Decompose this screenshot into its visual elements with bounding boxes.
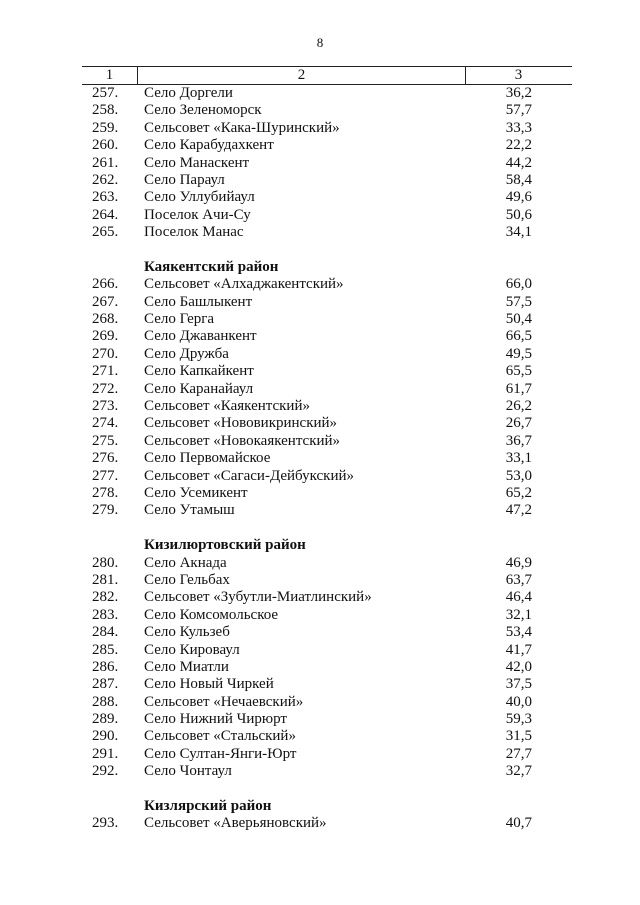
district-title: Кизлярский район	[144, 798, 272, 815]
table-row	[82, 555, 572, 572]
row-number: 263.	[92, 189, 119, 206]
settlement-value: 66,5	[505, 328, 532, 345]
row-number: 280.	[92, 554, 119, 571]
settlement-name: Село Миатли	[144, 658, 229, 675]
settlement-value: 33,3	[505, 119, 532, 136]
settlement-name: Село Кироваул	[144, 641, 240, 658]
table-row	[82, 224, 572, 241]
settlement-value: 63,7	[505, 571, 532, 588]
district-title: Кизилюртовский район	[144, 537, 306, 554]
row-number: 257.	[92, 85, 119, 101]
settlement-value: 32,1	[505, 606, 532, 623]
row-number: 259.	[92, 119, 119, 136]
settlement-name: Село Кульзеб	[144, 624, 230, 641]
settlement-name: Село Зеленоморск	[144, 102, 262, 119]
row-number: 281.	[92, 571, 119, 588]
settlement-name: Сельсовет «Кака-Шуринский»	[144, 119, 340, 136]
settlement-name: Сельсовет «Стальский»	[144, 728, 296, 745]
settlement-value: 65,5	[505, 363, 532, 380]
table-row	[82, 155, 572, 172]
settlement-name: Сельсовет «Нововикринский»	[144, 415, 338, 432]
row-number: 264.	[92, 206, 119, 223]
table-row	[82, 711, 572, 728]
district-title: Каякентский район	[144, 258, 279, 275]
settlement-value: 40,0	[505, 693, 532, 710]
settlement-value: 34,1	[505, 224, 532, 241]
table-row	[82, 624, 572, 641]
table-row	[82, 589, 572, 606]
settlements-table	[82, 66, 572, 833]
settlement-value: 49,6	[505, 189, 532, 206]
table-row	[82, 607, 572, 624]
row-number: 278.	[92, 484, 119, 501]
settlement-value: 66,0	[505, 276, 532, 293]
row-number: 274.	[92, 415, 119, 432]
row-number: 271.	[92, 363, 119, 380]
settlement-value: 57,7	[505, 102, 532, 119]
settlement-value: 59,3	[505, 711, 532, 728]
section-spacer	[82, 781, 572, 798]
settlement-name: Село Башлыкент	[144, 293, 253, 310]
settlement-value: 49,5	[505, 345, 532, 362]
row-number: 289.	[92, 711, 119, 728]
settlement-name: Село Доргели	[144, 85, 233, 101]
table-row	[82, 346, 572, 363]
row-number: 267.	[92, 293, 119, 310]
settlement-value: 27,7	[505, 745, 532, 762]
row-number: 268.	[92, 311, 119, 328]
settlement-value: 36,2	[505, 85, 532, 101]
header-col-2: 2	[137, 67, 466, 84]
row-number: 270.	[92, 345, 119, 362]
settlement-name: Сельсовет «Аверьяновский»	[144, 815, 327, 832]
row-number: 273.	[92, 398, 119, 415]
settlement-value: 42,0	[505, 658, 532, 675]
settlement-name: Село Первомайское	[144, 450, 271, 467]
settlement-name: Сельсовет «Зубутли-Миатлинский»	[144, 589, 372, 606]
row-number: 266.	[92, 276, 119, 293]
settlement-name: Село Герга	[144, 311, 215, 328]
section-spacer	[82, 520, 572, 537]
page-number: 8	[316, 35, 324, 50]
row-number: 272.	[92, 380, 119, 397]
district-heading	[82, 537, 572, 554]
table-row	[82, 450, 572, 467]
table-row	[82, 172, 572, 189]
row-number: 287.	[92, 676, 119, 693]
settlement-name: Село Комсомольское	[144, 606, 279, 623]
settlement-value: 50,6	[505, 206, 532, 223]
table-row	[82, 294, 572, 311]
settlement-name: Село Манаскент	[144, 154, 250, 171]
table-row	[82, 659, 572, 676]
settlement-value: 44,2	[505, 154, 532, 171]
settlement-value: 26,7	[505, 415, 532, 432]
table-row	[82, 120, 572, 137]
settlement-name: Сельсовет «Каякентский»	[144, 398, 310, 415]
table-row	[82, 398, 572, 415]
table-header	[82, 66, 572, 85]
row-number: 286.	[92, 658, 119, 675]
settlement-name: Село Дружба	[144, 345, 229, 362]
table-row	[82, 763, 572, 780]
row-number: 290.	[92, 728, 119, 745]
settlement-value: 26,2	[505, 398, 532, 415]
table-row	[82, 694, 572, 711]
settlement-value: 65,2	[505, 484, 532, 501]
table-row	[82, 85, 572, 102]
row-number: 282.	[92, 589, 119, 606]
row-number: 261.	[92, 154, 119, 171]
settlement-name: Сельсовет «Сагаси-Дейбукский»	[144, 467, 355, 484]
row-number: 275.	[92, 432, 119, 449]
settlement-name: Село Чонтаул	[144, 763, 232, 780]
row-number: 276.	[92, 450, 119, 467]
table-row	[82, 363, 572, 380]
settlement-name: Сельсовет «Новокаякентский»	[144, 432, 341, 449]
row-number: 292.	[92, 763, 119, 780]
settlement-name: Село Уллубийаул	[144, 189, 255, 206]
settlement-name: Село Новый Чиркей	[144, 676, 274, 693]
row-number: 288.	[92, 693, 119, 710]
settlement-value: 22,2	[505, 137, 532, 154]
settlement-value: 32,7	[505, 763, 532, 780]
settlement-name: Поселок Ачи-Су	[144, 206, 251, 223]
settlement-name: Сельсовет «Алхаджакентский»	[144, 276, 344, 293]
settlement-name: Село Джаванкент	[144, 328, 257, 345]
settlement-value: 53,4	[505, 624, 532, 641]
table-row	[82, 276, 572, 293]
table-row	[82, 311, 572, 328]
settlement-value: 53,0	[505, 467, 532, 484]
settlement-value: 41,7	[505, 641, 532, 658]
settlement-value: 37,5	[505, 676, 532, 693]
district-heading	[82, 259, 572, 276]
table-row	[82, 728, 572, 745]
table-row	[82, 676, 572, 693]
settlement-name: Село Акнада	[144, 554, 227, 571]
settlement-value: 31,5	[505, 728, 532, 745]
settlement-name: Село Каранайаул	[144, 380, 254, 397]
settlement-name: Поселок Манас	[144, 224, 244, 241]
table-row	[82, 415, 572, 432]
row-number: 277.	[92, 467, 119, 484]
row-number: 293.	[92, 815, 119, 832]
settlement-name: Село Капкайкент	[144, 363, 254, 380]
settlement-value: 47,2	[505, 502, 532, 519]
row-number: 283.	[92, 606, 119, 623]
table-row	[82, 746, 572, 763]
settlement-name: Село Параул	[144, 171, 225, 188]
settlement-name: Село Султан-Янги-Юрт	[144, 745, 297, 762]
settlement-value: 58,4	[505, 171, 532, 188]
header-col-1: 1	[105, 67, 114, 83]
row-number: 279.	[92, 502, 119, 519]
table-row	[82, 502, 572, 519]
table-row	[82, 485, 572, 502]
row-number: 260.	[92, 137, 119, 154]
settlement-value: 50,4	[505, 311, 532, 328]
settlement-name: Село Гельбах	[144, 571, 230, 588]
section-spacer	[82, 242, 572, 259]
settlement-name: Село Утамыш	[144, 502, 235, 519]
header-col-3: 3	[514, 67, 523, 83]
row-number: 284.	[92, 624, 119, 641]
table-body	[82, 85, 572, 833]
table-row	[82, 642, 572, 659]
table-row	[82, 137, 572, 154]
table-row	[82, 433, 572, 450]
row-number: 258.	[92, 102, 119, 119]
settlement-name: Сельсовет «Нечаевский»	[144, 693, 304, 710]
settlement-value: 46,4	[505, 589, 532, 606]
row-number: 269.	[92, 328, 119, 345]
settlement-value: 40,7	[505, 815, 532, 832]
settlement-value: 33,1	[505, 450, 532, 467]
settlement-value: 36,7	[505, 432, 532, 449]
table-row	[82, 572, 572, 589]
row-number: 285.	[92, 641, 119, 658]
district-heading	[82, 798, 572, 815]
row-number: 265.	[92, 224, 119, 241]
table-row	[82, 381, 572, 398]
table-row	[82, 468, 572, 485]
row-number: 291.	[92, 745, 119, 762]
settlement-name: Село Нижний Чирюрт	[144, 711, 287, 728]
settlement-value: 57,5	[505, 293, 532, 310]
table-row	[82, 207, 572, 224]
settlement-value: 61,7	[505, 380, 532, 397]
table-row	[82, 189, 572, 206]
table-row	[82, 815, 572, 832]
row-number: 262.	[92, 171, 119, 188]
settlement-name: Село Карабудахкент	[144, 137, 274, 154]
settlement-name: Село Усемикент	[144, 484, 248, 501]
table-row	[82, 102, 572, 119]
settlement-value: 46,9	[505, 554, 532, 571]
table-row	[82, 328, 572, 345]
